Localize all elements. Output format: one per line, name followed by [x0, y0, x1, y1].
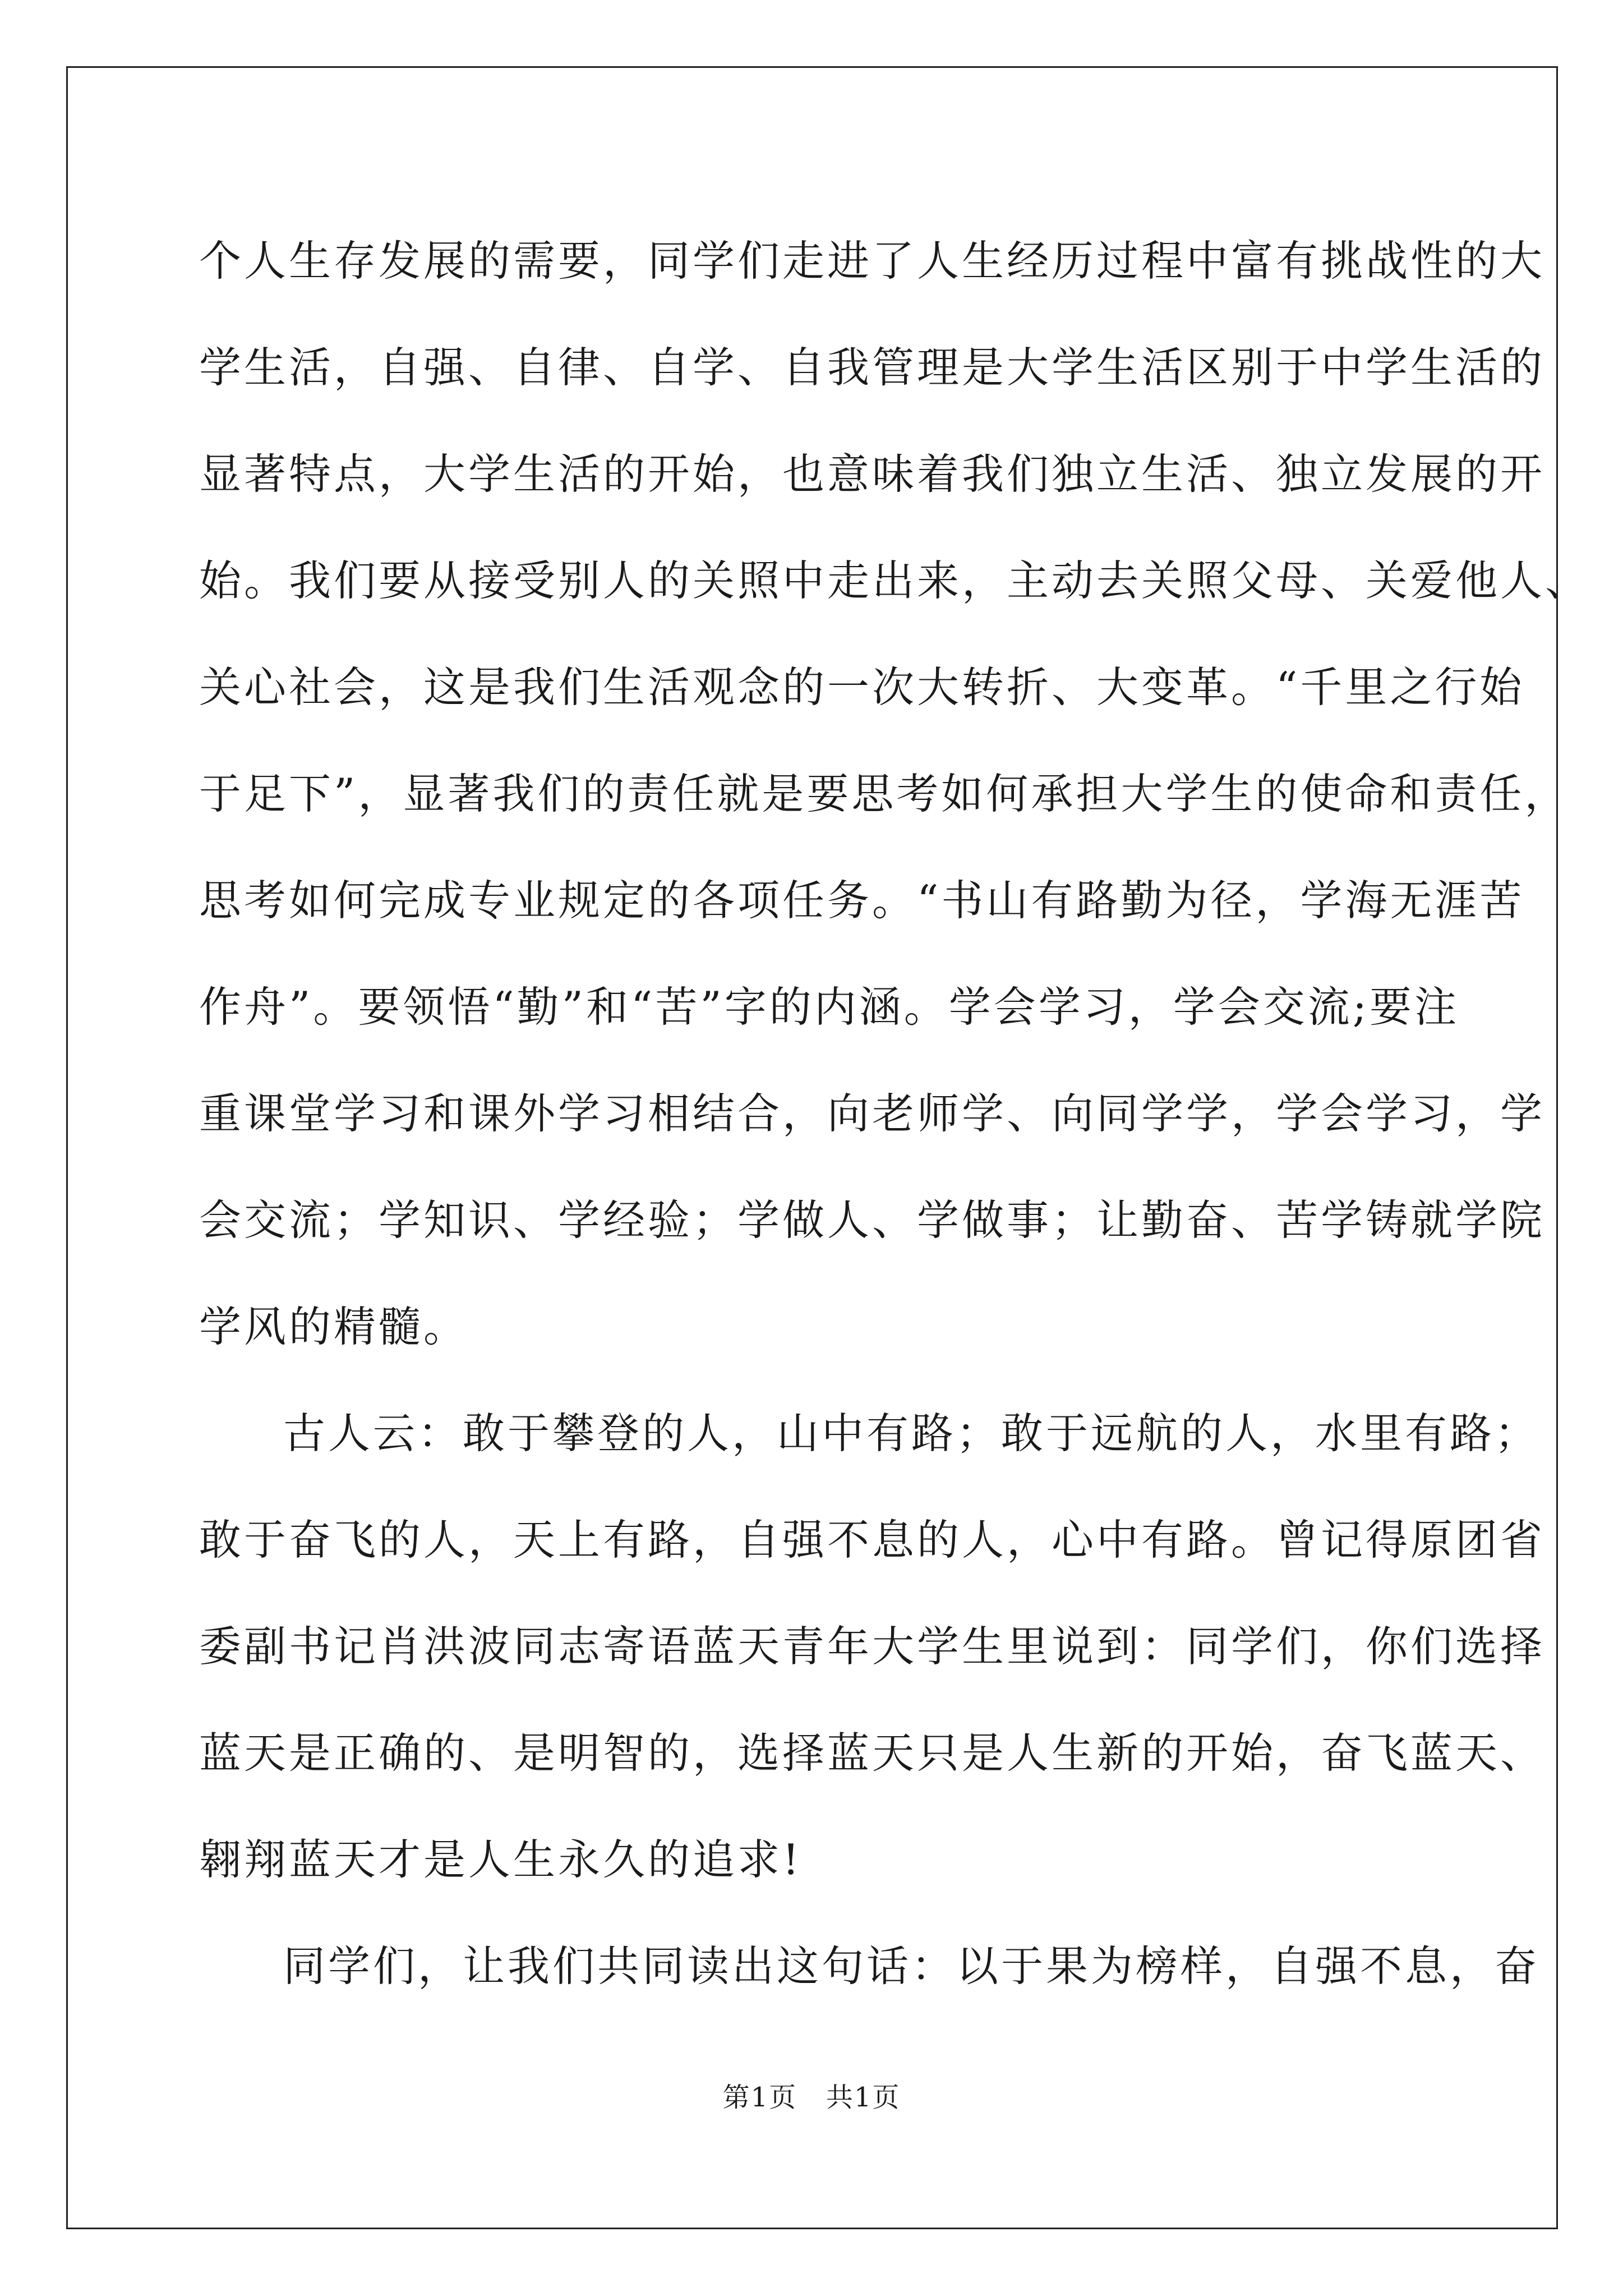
text-line: 敢于奋飞的人，天上有路，自强不息的人，心中有路。曾记得原团省	[199, 1515, 1546, 1565]
text-line: 会交流；学知识、学经验；学做人、学做事；让勤奋、苦学铸就学院	[199, 1195, 1546, 1245]
text-line: 学生活，自强、自律、自学、自我管理是大学生活区别于中学生活的	[199, 343, 1546, 392]
paragraph-start-line: 古人云：敢于攀登的人，山中有路；敢于远航的人，水里有路；	[283, 1409, 1540, 1458]
text-line: 始。我们要从接受别人的关照中走出来，主动去关照父母、关爱他人、	[199, 556, 1590, 605]
text-line: 显著特点，大学生活的开始，也意味着我们独立生活、独立发展的开	[199, 449, 1546, 499]
page-footer: 第1页 共1页	[722, 2082, 901, 2113]
text-line: 作舟”。要领悟“勤”和“苦”字的内涵。学会学习，学会交流;要注	[199, 982, 1459, 1032]
text-line: 蓝天是正确的、是明智的，选择蓝天只是人生新的开始，奋飞蓝天、	[199, 1728, 1546, 1778]
text-line: 重课堂学习和课外学习相结合，向老师学、向同学学，学会学习，学	[199, 1089, 1546, 1138]
text-line: 关心社会，这是我们生活观念的一次大转折、大变革。“千里之行始	[199, 662, 1525, 712]
text-line: 于足下”，显著我们的责任就是要思考如何承担大学生的使命和责任，	[199, 769, 1570, 818]
text-line: 个人生存发展的需要，同学们走进了人生经历过程中富有挑战性的大	[199, 236, 1546, 286]
text-line: 翱翔蓝天才是人生永久的追求!	[199, 1835, 803, 1884]
text-line: 委副书记肖洪波同志寄语蓝天青年大学生里说到：同学们，你们选择	[199, 1622, 1546, 1671]
paragraph-start-line: 同学们，让我们共同读出这句话：以于果为榜样，自强不息，奋	[283, 1941, 1540, 1991]
document-body	[199, 208, 1590, 2019]
text-line: 思考如何完成专业规定的各项任务。“书山有路勤为径，学海无涯苦	[199, 876, 1525, 925]
text-line: 学风的精髓。	[199, 1302, 469, 1351]
